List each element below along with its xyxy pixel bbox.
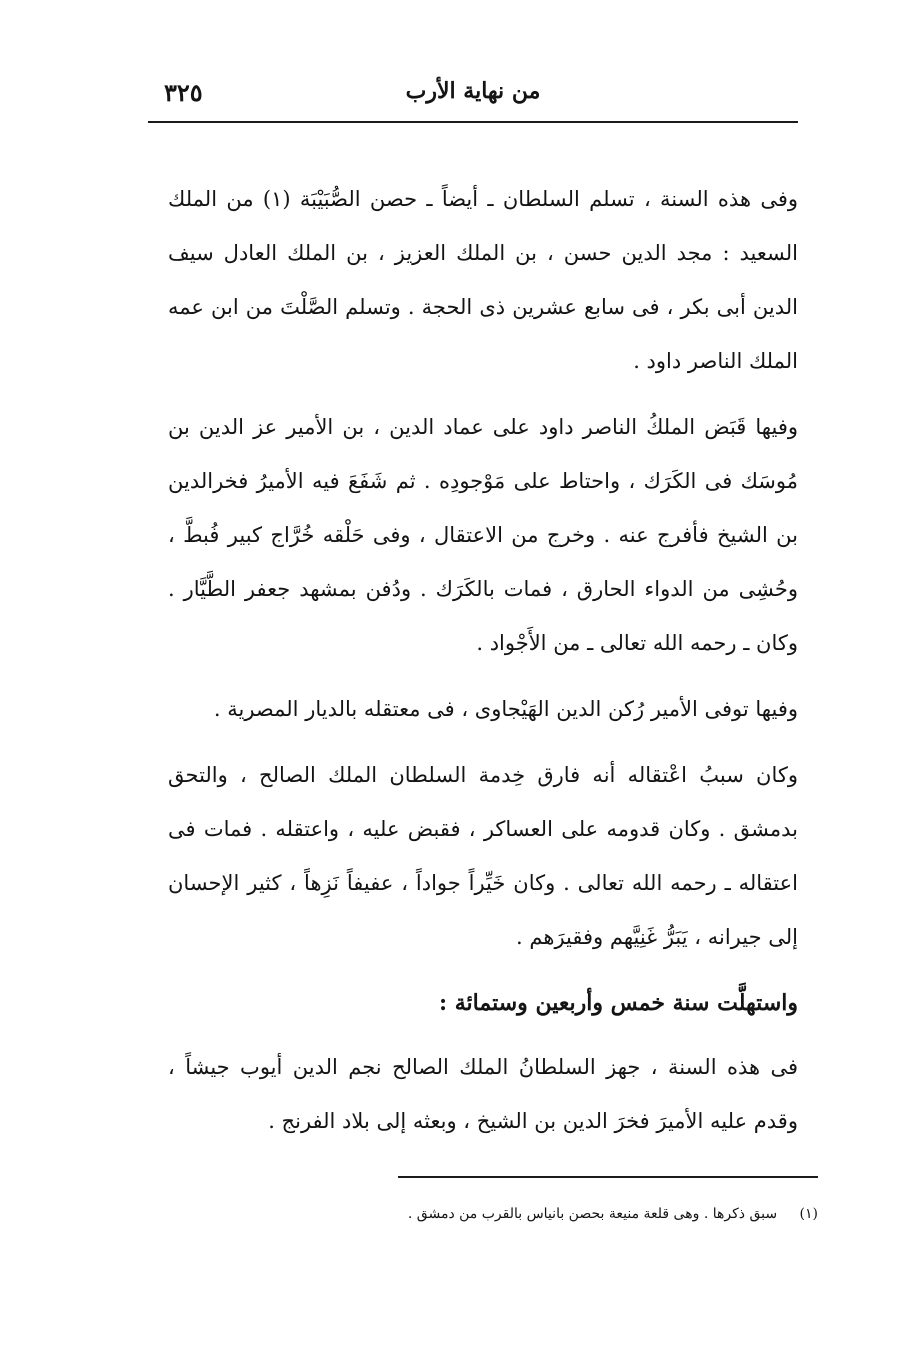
page-number: ٣٢٥ bbox=[164, 78, 203, 107]
main-text bbox=[168, 172, 798, 1148]
header-divider bbox=[148, 121, 798, 123]
paragraph: وفيها قَبَض الملكُ الناصر داود على عماد الدين ، بن الأمير عز الدين بن مُوسَك فى الكَرَك ، واحتاط على مَوْجودِه . ثم شَفَعَ فيه الأميرُ فخرالدين بن الشيخ فأفرج عنه . وخرج من الاعتقال ، وفى حَلْقه خُرَّاج كبير فُبطَّ ، وحُشِى من الدواء الحارق ، فمات بالكَرَك . ودُفن بمشهد جعفر الطَّيَّار . وكان ـ رحمه الله تعالى ـ من الأَجْواد . bbox=[168, 415, 798, 655]
paragraph: وفى هذه السنة ، تسلم السلطان ـ أيضاً ـ حصن الصُّبَيْبَة (١) من الملك السعيد : مجد الدين حسن ، بن الملك العزيز ، بن الملك العادل سيف الدين أبى بكر ، فى سابع عشرين ذى الحجة . وتسلم الصَّلْتَ من ابن عمه الملك الناصر داود . bbox=[168, 187, 799, 373]
running-title: من نهاية الأرب bbox=[405, 78, 541, 104]
footnote-divider bbox=[398, 1176, 818, 1178]
footnote-text: سبق ذكرها . وهى قلعة منيعة بحصن بانياس بالقرب من دمشق . bbox=[407, 1206, 778, 1222]
page-header bbox=[148, 76, 798, 116]
paragraph: وفيها توفى الأمير رُكن الدين الهَيْجاوى ، فى معتقله بالديار المصرية . bbox=[213, 697, 798, 721]
footnote bbox=[168, 1200, 818, 1228]
footnote-marker: (١) bbox=[799, 1206, 818, 1222]
section-heading: واستهلَّت سنة خمس وأربعين وستمائة : bbox=[438, 990, 798, 1016]
paragraph: فى هذه السنة ، جهز السلطانُ الملك الصالح نجم الدين أيوب جيشاً ، وقدم عليه الأميرَ فخرَ الدين بن الشيخ ، وبعثه إلى بلاد الفرنج . bbox=[168, 1055, 798, 1133]
paragraph: وكان سببُ اعْتقاله أنه فارق خِدمة السلطان الملك الصالح ، والتحق بدمشق . وكان قدومه على العساكر ، فقبض عليه ، واعتقله . فمات فى اعتقاله ـ رحمه الله تعالى . وكان خَيِّراً جواداً ، عفيفاً نَزِهاً ، كثير الإحسان إلى جيرانه ، يَبَرُّ غَنِيَّهم وفقيرَهم . bbox=[168, 763, 798, 949]
